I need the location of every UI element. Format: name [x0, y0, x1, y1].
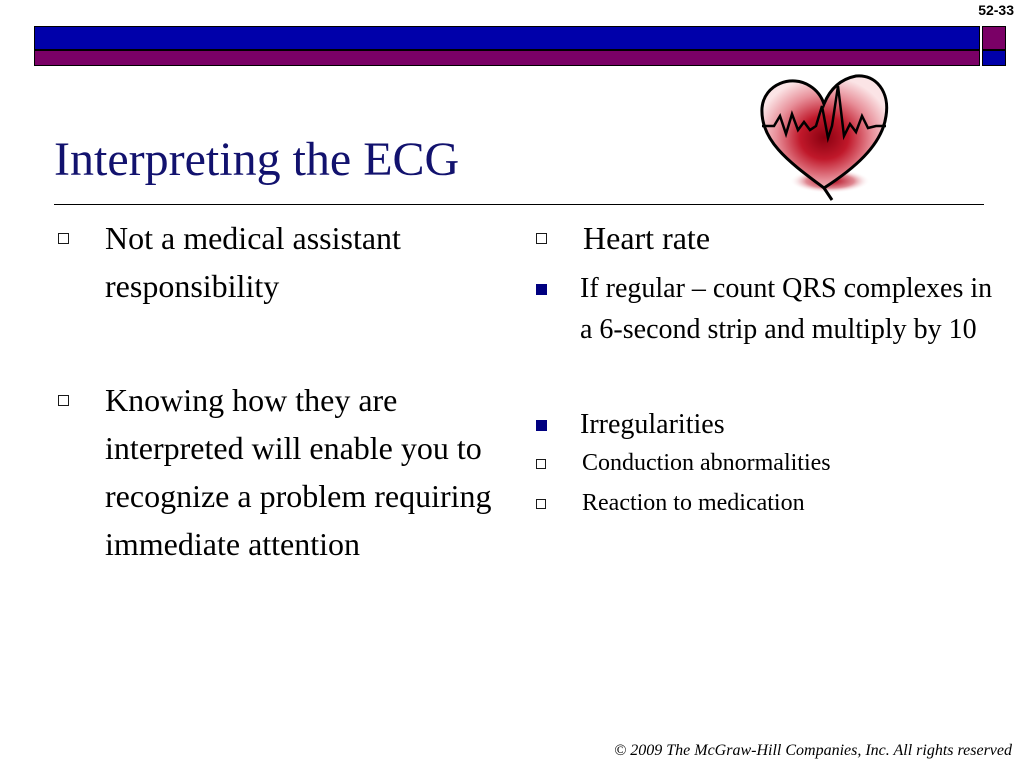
- right-sub-sub-bullet-1-text: Conduction abnormalities: [582, 450, 831, 476]
- left-bullet-2: [54, 376, 504, 568]
- hollow-square-bullet-icon: [536, 233, 547, 244]
- left-bullet-2-text: Knowing how they are interpreted will enable you to recognize a problem requiring immediate attention: [105, 382, 492, 562]
- hollow-square-bullet-icon: [58, 233, 69, 244]
- header-corner-square-blue: [982, 50, 1006, 66]
- left-bullet-1-text: Not a medical assistant responsibility: [105, 220, 401, 304]
- solid-square-bullet-icon: [536, 420, 547, 431]
- right-sub-bullet-2: [532, 404, 1002, 445]
- slide-number: 52-33: [978, 2, 1014, 18]
- hollow-square-bullet-icon: [58, 395, 69, 406]
- right-sub-bullet-1-text: If regular – count QRS complexes in a 6-second strip and multiply by 10: [580, 273, 993, 345]
- hollow-square-bullet-icon: [536, 459, 546, 469]
- right-heading-bullet: [532, 214, 1002, 262]
- right-sub-bullet-1: [532, 268, 1002, 350]
- right-heading-text: Heart rate: [583, 220, 711, 256]
- heart-ecg-icon: [752, 66, 896, 206]
- right-sub-bullet-2-text: Irregularities: [580, 409, 725, 440]
- left-bullet-1: [54, 214, 504, 310]
- solid-square-bullet-icon: [536, 284, 547, 295]
- header-band-purple: [34, 50, 980, 66]
- right-sub-sub-bullet-2-text: Reaction to medication: [582, 490, 805, 516]
- hollow-square-bullet-icon: [536, 499, 546, 509]
- slide-title: Interpreting the ECG: [54, 133, 460, 186]
- header-corner-square-purple: [982, 26, 1006, 50]
- left-column: [54, 214, 504, 568]
- right-column: [532, 214, 1002, 520]
- right-sub-sub-bullet-1: [532, 446, 862, 480]
- header-band-blue: [34, 26, 980, 50]
- title-divider: [54, 204, 984, 205]
- right-sub-sub-bullet-2: [532, 486, 1002, 520]
- copyright-footer: © 2009 The McGraw-Hill Companies, Inc. All rights reserved: [614, 742, 1012, 759]
